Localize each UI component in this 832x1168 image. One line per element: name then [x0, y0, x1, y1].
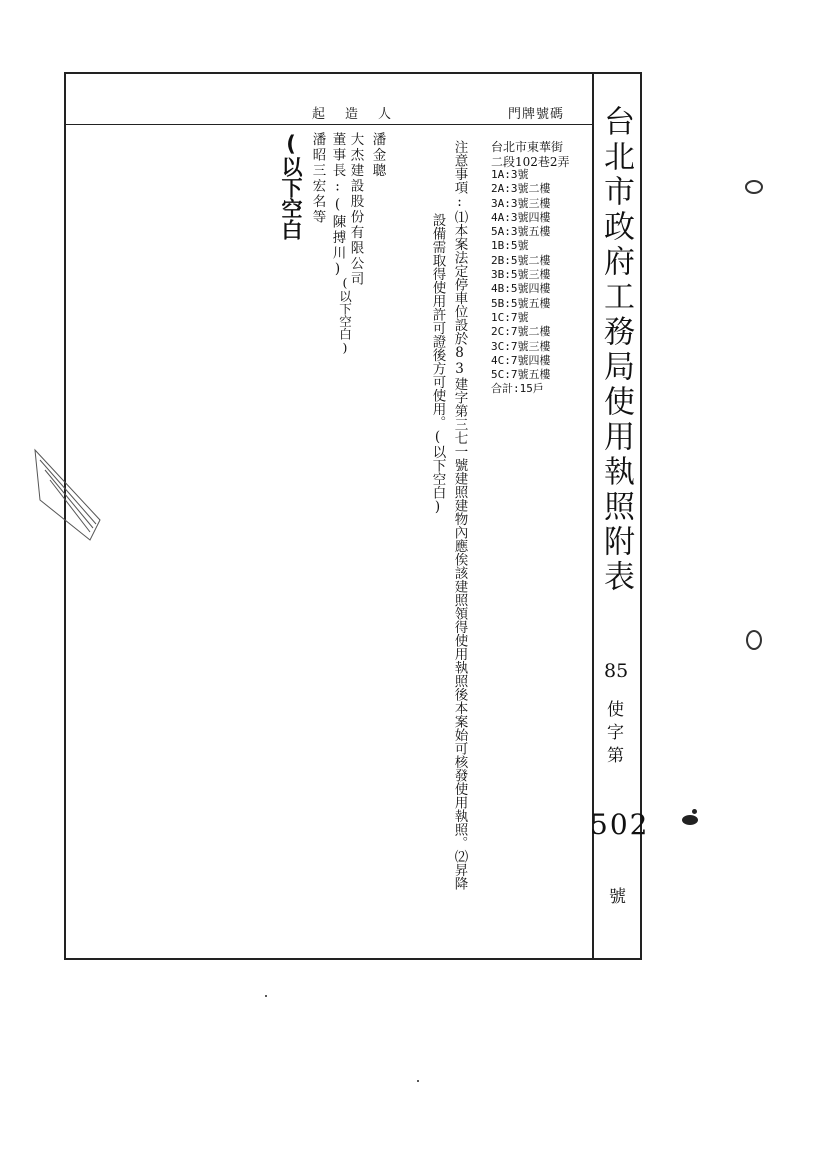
scan-speck: [692, 809, 697, 814]
header-divider: [66, 124, 592, 125]
unit-item: 3A:3號三樓: [491, 196, 551, 210]
door-number-header: 門牌號碼: [508, 107, 565, 122]
unit-item: 4A:3號四樓: [491, 210, 551, 224]
permit-number: 502: [590, 808, 650, 841]
unit-total: 合計:15戶: [491, 382, 544, 396]
unit-list: [491, 168, 551, 397]
unit-item: 1C:7號: [491, 310, 529, 324]
unit-item: 4C:7號四樓: [491, 353, 551, 367]
notes-line-2: 設備需取得使用許可證後方可使用。(以下空白): [429, 213, 446, 515]
applicant-name: 潘金聰: [369, 132, 386, 179]
unit-item: 1B:5號: [491, 239, 529, 253]
unit-item: 2C:7號二樓: [491, 325, 551, 339]
applicant-chairman: 董事長:(陳搏川): [329, 132, 346, 279]
permit-suffix: 號: [605, 887, 625, 904]
scan-artifact-mark: [30, 440, 110, 560]
scan-speck: [745, 180, 763, 194]
permit-year: 85: [604, 660, 629, 682]
blank-marker-handwritten: (以下空白: [279, 132, 303, 240]
applicant-others: 潘昭三宏名等: [309, 132, 326, 225]
unit-item: 4B:5號四樓: [491, 282, 551, 296]
scan-speck: [746, 630, 762, 650]
unit-item: 2B:5號二樓: [491, 253, 551, 267]
scan-speck: [265, 995, 267, 997]
unit-item: 1A:3號: [491, 168, 529, 181]
unit-item: 5A:3號五樓: [491, 225, 551, 239]
unit-item: 3C:7號三樓: [491, 339, 551, 353]
form-title: 台北市政府工務局使用執照附表: [598, 105, 634, 595]
address-line-1: 台北市東華街: [491, 140, 564, 154]
notes-line-1: 注意事項:⑴本案法定停車位設於83建字第三七一號建照建物內應俟該建照領得使用執照後本案始可核發使用執照。⑵昇降: [451, 140, 468, 890]
unit-item: 3B:5號三樓: [491, 268, 551, 282]
blank-marker-small: (以下空白): [337, 275, 353, 355]
unit-item: 5B:5號五樓: [491, 296, 551, 310]
address-block: [491, 140, 570, 170]
scan-speck: [417, 1080, 419, 1082]
scan-speck: [682, 815, 698, 825]
applicant-company: 大杰建設股份有限公司: [347, 132, 364, 287]
unit-item: 5C:7號五樓: [491, 368, 551, 382]
unit-item: 2A:3號二樓: [491, 182, 551, 196]
address-line-2: 二段102巷2弄: [491, 155, 570, 169]
permit-type-label: 使字第: [603, 700, 623, 769]
applicant-header: 起造人: [312, 107, 412, 122]
